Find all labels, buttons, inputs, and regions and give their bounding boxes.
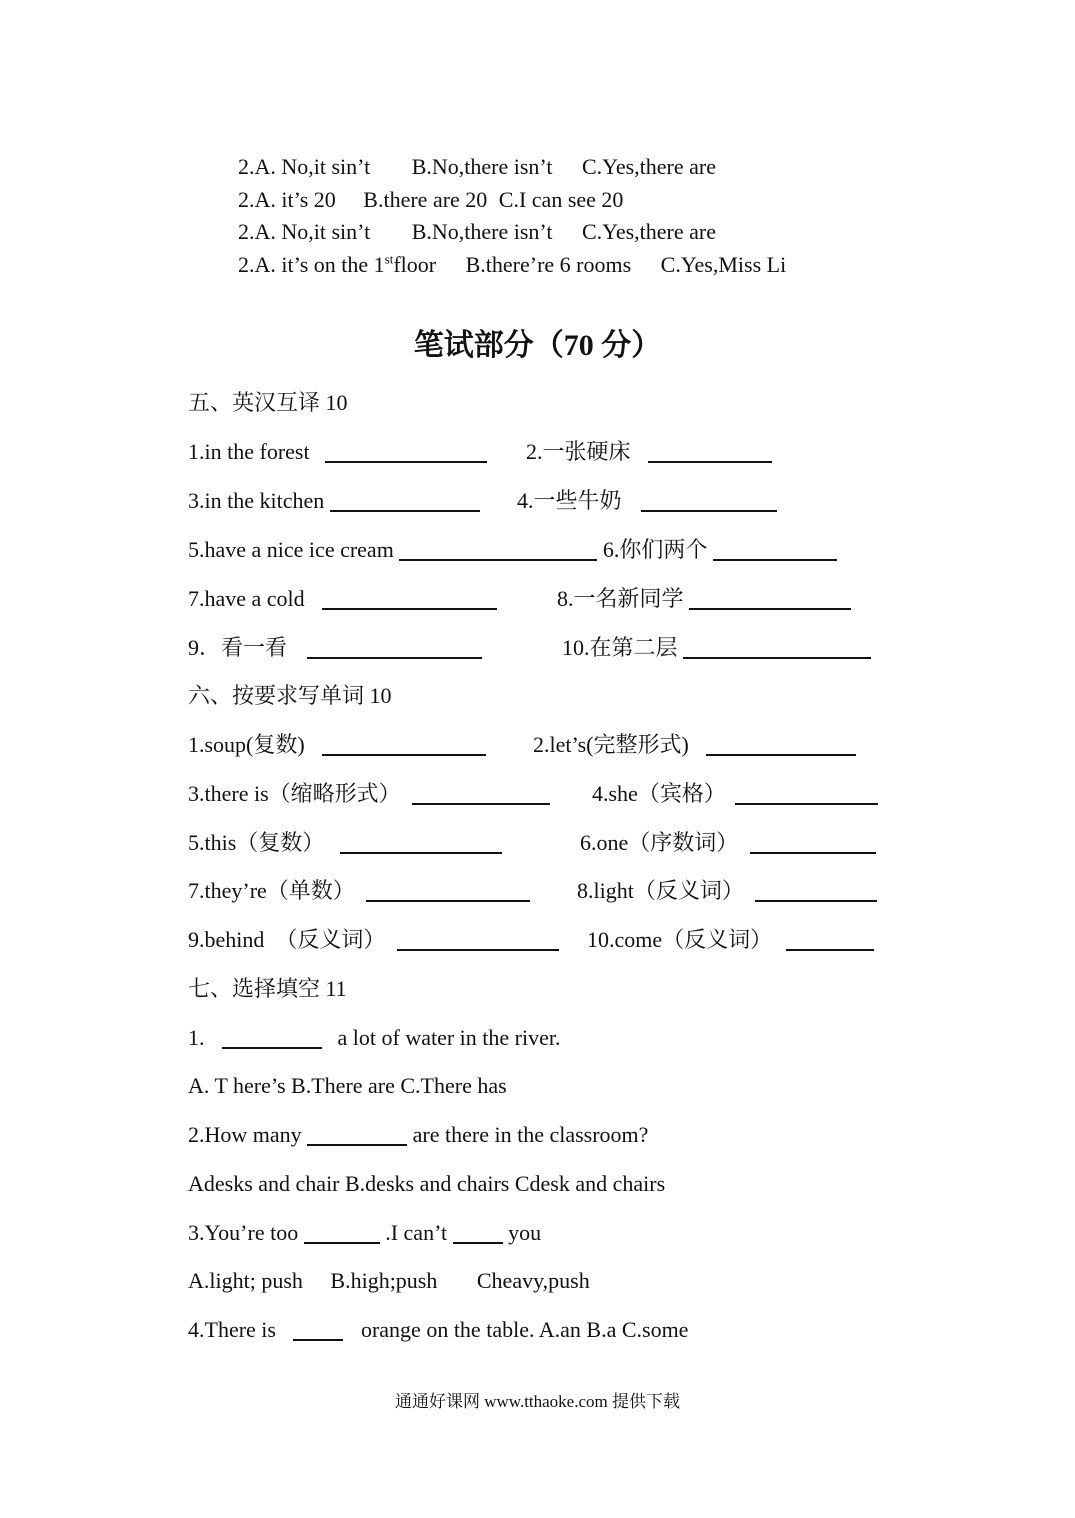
option-a: 2.A. it’s 20 [238, 187, 336, 212]
question-row [188, 1218, 541, 1248]
answer-blank[interactable] [340, 832, 502, 854]
question-row [533, 730, 856, 760]
question-row [188, 633, 482, 663]
page-footer: 通通好课网 www.tthaoke.com 提供下载 [394, 1392, 681, 1411]
question-text: are there in the classroom? [412, 1122, 649, 1147]
question-text: 4.she（宾格） [592, 781, 726, 806]
answer-blank[interactable] [453, 1222, 503, 1244]
question-row [188, 925, 559, 955]
question-text: 3.there is（缩略形式） [188, 781, 401, 806]
answer-blank[interactable] [325, 441, 487, 463]
question-options: Adesks and chair B.desks and chairs Cdesk and chairs [188, 1171, 666, 1196]
question-text: 9．看一看 [188, 635, 288, 660]
question-text: 9.behind （反义词） [188, 927, 386, 952]
question-row [580, 828, 876, 858]
answer-blank[interactable] [683, 637, 871, 659]
question-row [557, 584, 851, 614]
option-a: 2.A. No,it sin’t [238, 219, 371, 244]
question-row [587, 925, 874, 955]
question-text: 5.this（复数） [188, 830, 325, 855]
answer-blank[interactable] [307, 637, 482, 659]
option-a-suffix: floor [393, 252, 437, 277]
question-text: 10.come（反义词） [587, 927, 773, 952]
question-number: 1. [188, 1025, 205, 1050]
answer-blank[interactable] [648, 441, 772, 463]
answer-blank[interactable] [293, 1319, 343, 1341]
section-heading: 七、选择填空 11 [188, 976, 347, 1001]
option-b: B.high;push [330, 1268, 438, 1293]
option-c: C.Yes,there are [581, 219, 716, 244]
listening-option-row [238, 250, 786, 280]
question-text: 2.一张硬床 [526, 439, 631, 464]
question-row [188, 1120, 648, 1150]
listening-option-row [238, 152, 716, 182]
option-a: 2.A. No,it sin’t [238, 154, 371, 179]
question-row [188, 828, 502, 858]
listening-option-row [238, 217, 716, 247]
answer-blank[interactable] [304, 1222, 380, 1244]
answer-blank[interactable] [641, 490, 777, 512]
option-a: A.light; push [188, 1268, 303, 1293]
question-text: 6.你们两个 [602, 537, 708, 562]
question-text: 4.一些牛奶 [517, 488, 622, 513]
answer-blank[interactable] [330, 490, 480, 512]
question-text: 8.light（反义词） [577, 878, 744, 903]
question-number: 2.How many [188, 1122, 302, 1147]
question-text: 6.one（序数词） [580, 830, 739, 855]
question-row [577, 876, 877, 906]
question-text: orange on the table. A.an B.a C.some [360, 1317, 689, 1342]
option-c: C.I can see 20 [498, 187, 624, 212]
question-row [188, 1023, 560, 1053]
question-text: 10.在第二层 [562, 635, 678, 660]
question-row [517, 486, 777, 516]
answer-blank[interactable] [689, 588, 851, 610]
question-text: 1.soup(复数) [188, 732, 305, 757]
option-b: B.there are 20 [363, 187, 488, 212]
question-row [592, 779, 878, 809]
section-heading: 五、英汉互译 10 [188, 390, 348, 415]
question-row [188, 486, 480, 516]
answer-blank[interactable] [399, 539, 597, 561]
question-text: you [508, 1220, 542, 1245]
option-b: B.No,there isn’t [411, 219, 553, 244]
answer-blank[interactable] [750, 832, 876, 854]
question-row [188, 779, 550, 809]
question-options: A. T here’s B.There are C.There has [188, 1073, 507, 1098]
listening-option-row [238, 185, 623, 215]
question-row [526, 437, 772, 467]
option-b: B.No,there isn’t [411, 154, 553, 179]
question-row [188, 876, 530, 906]
answer-blank[interactable] [713, 539, 837, 561]
option-a: 2.A. it’s on the 1 [238, 252, 385, 277]
question-text: a lot of water in the river. [337, 1025, 561, 1050]
answer-blank[interactable] [755, 880, 877, 902]
question-row [188, 437, 487, 467]
answer-blank[interactable] [222, 1027, 322, 1049]
question-number: 3.You’re too [188, 1220, 299, 1245]
question-text: 2.let’s(完整形式) [533, 732, 689, 757]
option-c: Cheavy,push [476, 1268, 590, 1293]
option-c: C.Yes,there are [581, 154, 716, 179]
question-text: 3.in the kitchen [188, 488, 325, 513]
question-text: 7.have a cold [188, 586, 305, 611]
question-options [188, 1266, 590, 1296]
answer-blank[interactable] [706, 734, 856, 756]
section-title: 笔试部分（70 分） [413, 329, 662, 362]
question-text: 7.they’re（单数） [188, 878, 355, 903]
answer-blank[interactable] [786, 929, 874, 951]
option-c: C.Yes,Miss Li [660, 252, 787, 277]
answer-blank[interactable] [322, 734, 486, 756]
question-text: 5.have a nice ice cream [188, 537, 394, 562]
superscript: st [384, 251, 394, 267]
question-text: 8.一名新同学 [557, 586, 684, 611]
question-row [188, 535, 837, 565]
question-row [188, 1315, 688, 1345]
question-number: 4.There is [188, 1317, 276, 1342]
question-text: .I can’t [385, 1220, 448, 1245]
answer-blank[interactable] [735, 783, 878, 805]
section-heading: 六、按要求写单词 10 [188, 683, 392, 708]
answer-blank[interactable] [397, 929, 559, 951]
question-row [188, 730, 486, 760]
answer-blank[interactable] [366, 880, 530, 902]
question-row [188, 584, 497, 614]
answer-blank[interactable] [322, 588, 497, 610]
question-row [562, 633, 871, 663]
question-text: 1.in the forest [188, 439, 310, 464]
option-b: B.there’re 6 rooms [465, 252, 632, 277]
answer-blank[interactable] [412, 783, 550, 805]
answer-blank[interactable] [307, 1124, 407, 1146]
